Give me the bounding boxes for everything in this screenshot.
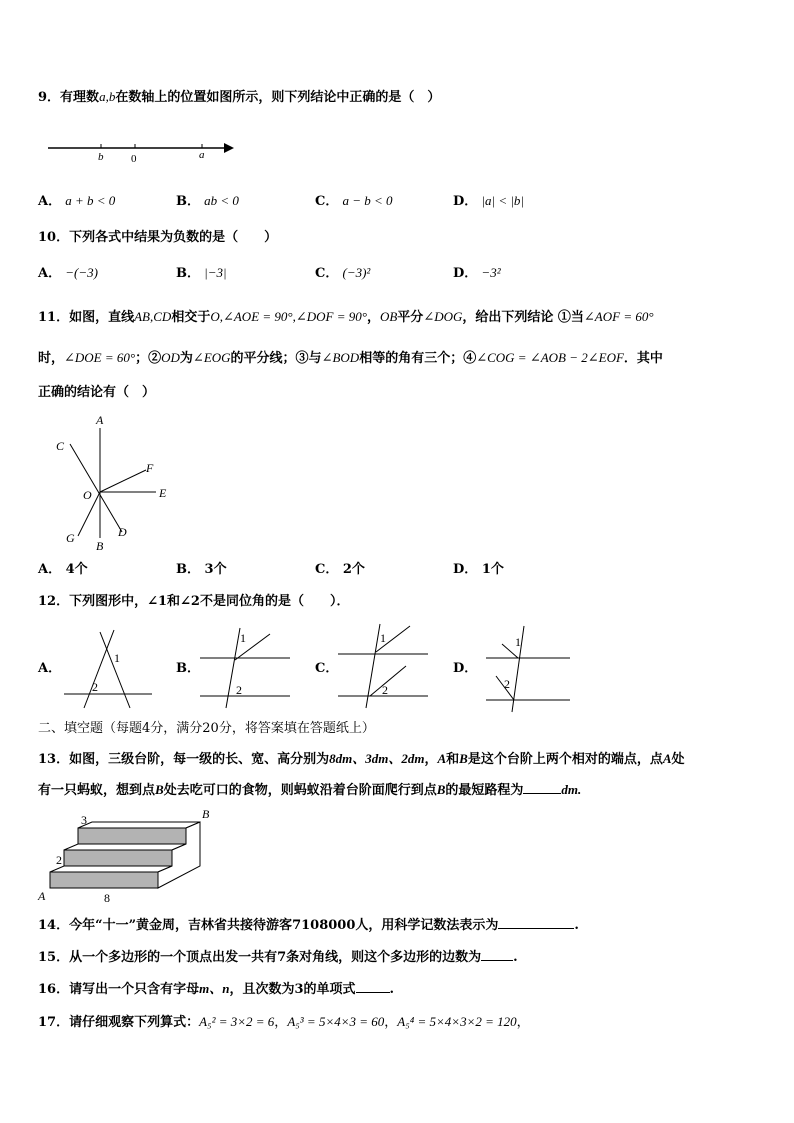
q13-line1: 13．如图，三级台阶，每一级的长、宽、高分别为8dm、3dm、2dm，A和B是这个台阶上两个相对的端点，点A处 (38, 751, 685, 767)
label-a: a (199, 149, 205, 161)
q12-figure-d (482, 620, 576, 714)
length-label: 8 (104, 891, 110, 904)
q12-option-a-label[interactable]: A． (38, 661, 62, 676)
q12c-angle-2: 2 (382, 683, 388, 697)
q11-line1: 11．如图，直线AB,CD相交于O,∠AOE = 90°,∠DOF = 90°，OB平分∠DOG，给出下列结论 ①当∠AOF = 60° (38, 309, 654, 325)
q12d-angle-2: 2 (504, 677, 510, 691)
q10-option-b[interactable]: B． |−3| (176, 265, 227, 281)
q10-option-d[interactable]: D． −3² (453, 265, 501, 281)
point-b-label: B (202, 807, 210, 821)
q12-option-c-label[interactable]: C． (315, 661, 339, 676)
line-cd (70, 444, 122, 532)
q9-option-c[interactable]: C． a − b < 0 (315, 193, 393, 209)
step-1-front (50, 872, 158, 888)
q16-answer-blank[interactable] (356, 980, 390, 993)
point-o-label: O (83, 488, 92, 502)
point-f-label: F (146, 461, 154, 475)
q13-answer-blank[interactable] (523, 781, 561, 794)
point-a-label: A (96, 413, 104, 427)
q10-option-a[interactable]: A． −(−3) (38, 265, 98, 281)
label-zero: 0 (131, 153, 137, 165)
q11-option-c[interactable]: C． 2个 (315, 562, 365, 577)
step-3-front (78, 828, 186, 844)
q10-stem: 10．下列各式中结果为负数的是（ ） (38, 230, 278, 245)
q12c-transversal (366, 624, 380, 708)
q12-figure-a (60, 618, 158, 710)
section-2-heading: 二、填空题（每题4分，满分20分，将答案填在答题纸上） (38, 721, 375, 736)
point-c-label: C (56, 439, 65, 453)
q12d-angle-1: 1 (515, 635, 521, 649)
q13-line2: 有一只蚂蚁，想到点B处去吃可口的食物，则蚂蚁沿着台阶面爬行到点B的最短路程为 dm. (38, 782, 582, 798)
step-2-front (64, 850, 172, 866)
q11-option-a[interactable]: A． 4个 (38, 562, 88, 577)
q11-option-b[interactable]: B． 3个 (176, 562, 227, 577)
q9-option-a[interactable]: A． a + b < 0 (38, 193, 116, 209)
q17-text: 17．请仔细观察下列算式：A₅² = 3×2 = 6，A₅³ = 5×4×3 = 60，A₅⁴ = 5×4×3×2 = 120， (38, 1014, 530, 1030)
q14-answer-blank[interactable] (498, 916, 574, 929)
q12c-angle-1: 1 (380, 631, 386, 645)
point-a-label: A (38, 889, 46, 903)
q15-text: 15．从一个多边形的一个顶点出发一共有7条对角线，则这个多边形的边数为 . (38, 950, 518, 965)
step-2-top (64, 844, 186, 850)
q15-answer-blank[interactable] (481, 948, 513, 961)
label-b: b (98, 151, 104, 163)
q11-line2: 时，∠DOE = 60°；②OD为∠EOG的平分线；③与∠BOD相等的角有三个；④∠COG = ∠AOB − 2∠EOF．其中 (38, 350, 663, 366)
ray-of (100, 470, 146, 492)
intersecting-lines-figure (52, 410, 182, 555)
q12-figure-c (334, 618, 434, 710)
step-3-top (78, 822, 200, 828)
point-g-label: G (66, 531, 75, 545)
width-label: 3 (81, 813, 87, 827)
point-b-label: B (96, 539, 104, 553)
q12a-line-1 (100, 632, 130, 708)
q9-option-b[interactable]: B． ab < 0 (176, 193, 239, 209)
q16-text: 16．请写出一个只含有字母m、n，且次数为3的单项式 . (38, 981, 395, 997)
q12-stem: 12．下列图形中，∠1和∠2不是同位角的是（ ）． (38, 594, 350, 609)
staircase-figure (34, 804, 224, 904)
number-line-figure (44, 136, 239, 168)
q12b-angle-2: 2 (236, 683, 242, 697)
arrow-icon (224, 143, 234, 153)
q11-option-d[interactable]: D． 1个 (453, 562, 504, 577)
q12c-ray-bottom (370, 666, 406, 696)
q12a-angle-1: 1 (114, 651, 120, 665)
height-label: 2 (56, 853, 62, 867)
point-e-label: E (159, 486, 167, 500)
q9-stem: 9．有理数a,b在数轴上的位置如图所示，则下列结论中正确的是（ ） (38, 89, 441, 105)
q12a-line-2 (84, 630, 114, 708)
step-1-top (50, 866, 172, 872)
q12-option-b-label[interactable]: B． (176, 661, 200, 676)
q10-option-c[interactable]: C． (−3)² (315, 265, 371, 281)
q11-line3: 正确的结论有（ ） (38, 385, 156, 400)
q14-text: 14．今年“十一”黄金周，吉林省共接待游客7108000人，用科学记数法表示为 . (38, 918, 579, 933)
q12b-angle-1: 1 (240, 631, 246, 645)
q12-figure-b (196, 620, 296, 710)
q9-option-d[interactable]: D． |a| < |b| (453, 193, 524, 209)
q12-option-d-label[interactable]: D． (453, 661, 478, 676)
point-d-label: D (118, 525, 127, 539)
q12a-angle-2: 2 (92, 680, 98, 694)
